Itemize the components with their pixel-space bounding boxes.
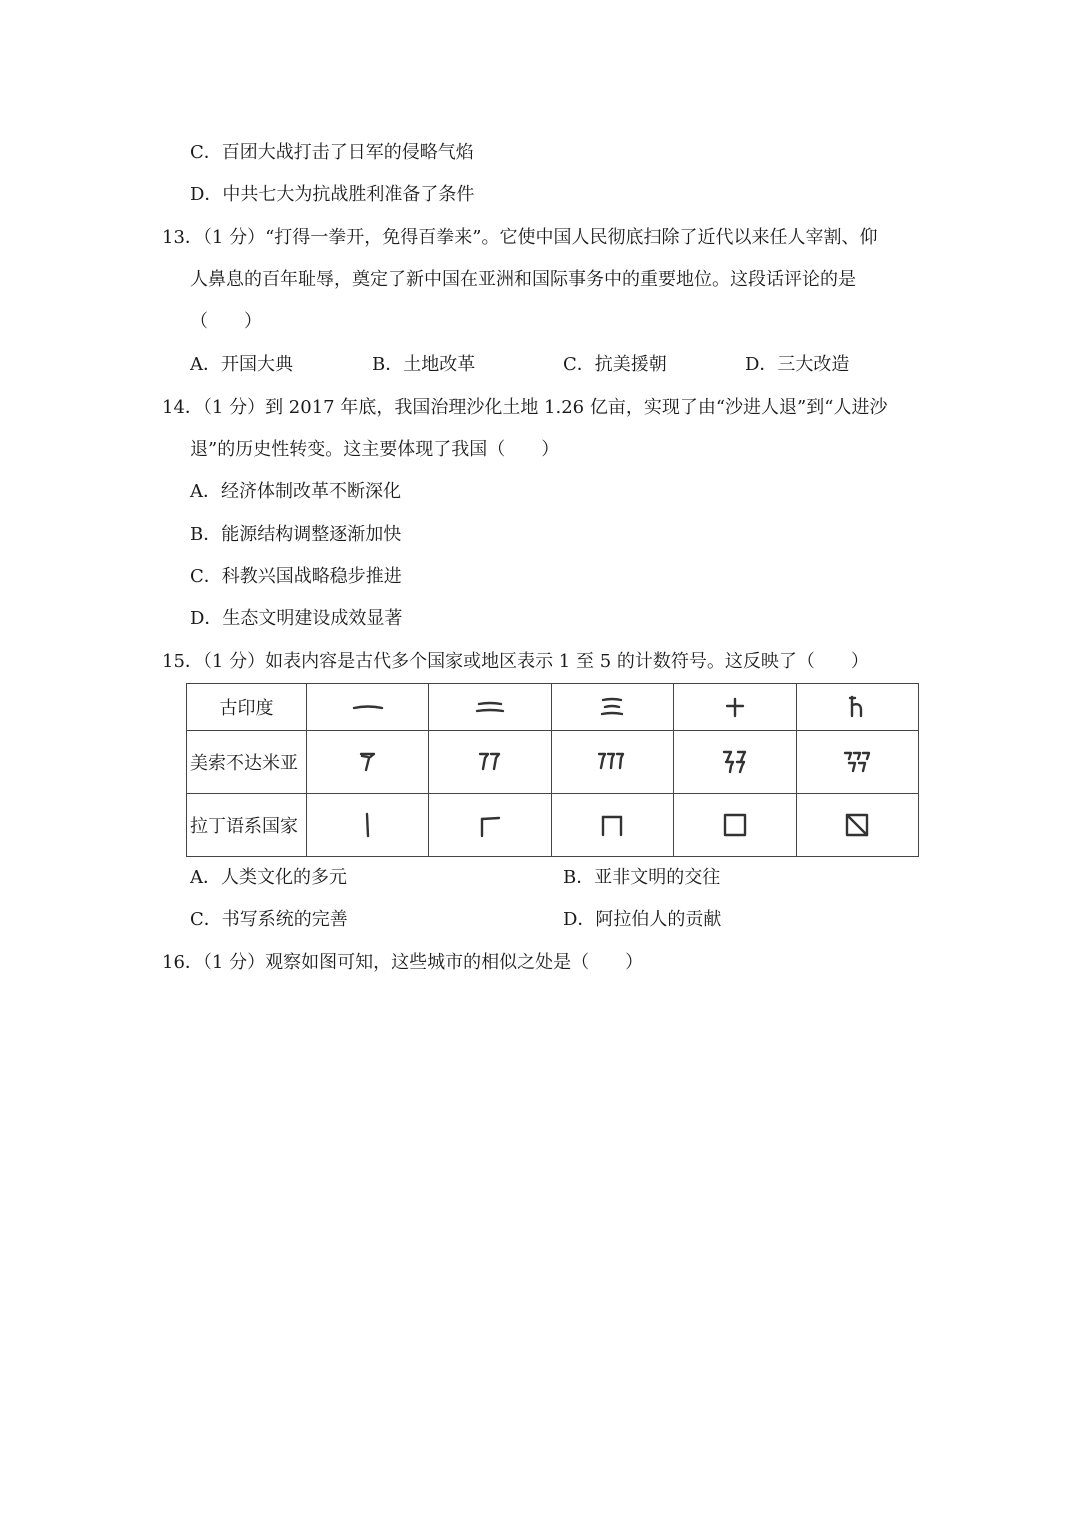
q14-option-a: A．经济体制改革不断深化: [190, 481, 401, 502]
q15-option-b: B．亚非文明的交往: [563, 867, 721, 888]
glyph-india-3: [551, 684, 673, 731]
q14-stem-line2: 退”的历史性转变。这主要体现了我国（ ）: [190, 439, 560, 460]
row-label-ancient-india: 古印度: [187, 684, 307, 731]
q14-option-b: B．能源结构调整逐渐加快: [190, 524, 402, 545]
numeral-table: [186, 683, 919, 857]
glyph-meso-4: [674, 731, 796, 794]
table-row: [187, 794, 919, 857]
q16-stem-line1: 16．（1 分）观察如图可知，这些城市的相似之处是（ ）: [162, 952, 644, 973]
q15-option-c: C．书写系统的完善: [190, 909, 348, 930]
glyph-meso-1: [307, 731, 429, 794]
table-row: [187, 684, 919, 731]
table-row: [187, 731, 919, 794]
q13-option-c: C．抗美援朝: [563, 354, 667, 375]
q15-stem-line1: 15．（1 分）如表内容是古代多个国家或地区表示 1 至 5 的计数符号。这反映了（ ）: [162, 651, 869, 672]
q13-stem-line1: 13．（1 分）“打得一拳开，免得百拳来”。它使中国人民彻底扫除了近代以来任人宰割、仰: [162, 227, 878, 248]
glyph-latin-1: [307, 794, 429, 857]
glyph-meso-3: [551, 731, 673, 794]
q15-option-d: D．阿拉伯人的贡献: [563, 909, 722, 930]
q12-option-d: D．中共七大为抗战胜利准备了条件: [190, 184, 475, 205]
glyph-meso-5: [796, 731, 918, 794]
q14-option-c: C．科教兴国战略稳步推进: [190, 566, 402, 587]
q13-option-d: D．三大改造: [745, 354, 850, 375]
glyph-india-4: [674, 684, 796, 731]
q12-option-c: C．百团大战打击了日军的侵略气焰: [190, 142, 474, 163]
q13-option-b: B．土地改革: [372, 354, 476, 375]
q14-stem-line1: 14．（1 分）到 2017 年底，我国治理沙化土地 1.26 亿亩，实现了由“沙进人退”到“人进沙: [162, 397, 888, 418]
glyph-latin-3: [551, 794, 673, 857]
row-label-latin: 拉丁语系国家: [187, 794, 307, 857]
q14-option-d: D．生态文明建设成效显著: [190, 608, 403, 629]
q13-stem-line3: （ ）: [190, 311, 262, 332]
glyph-latin-5: [796, 794, 918, 857]
glyph-india-2: [429, 684, 551, 731]
glyph-india-1: [307, 684, 429, 731]
glyph-latin-2: [429, 794, 551, 857]
q13-stem-line2: 人鼻息的百年耻辱，奠定了新中国在亚洲和国际事务中的重要地位。这段话评论的是: [190, 269, 856, 290]
glyph-meso-2: [429, 731, 551, 794]
q15-option-a: A．人类文化的多元: [190, 867, 347, 888]
glyph-india-5: [796, 684, 918, 731]
row-label-mesopotamia: 美索不达米亚: [187, 731, 307, 794]
q13-option-a: A．开国大典: [190, 354, 293, 375]
glyph-latin-4: [674, 794, 796, 857]
